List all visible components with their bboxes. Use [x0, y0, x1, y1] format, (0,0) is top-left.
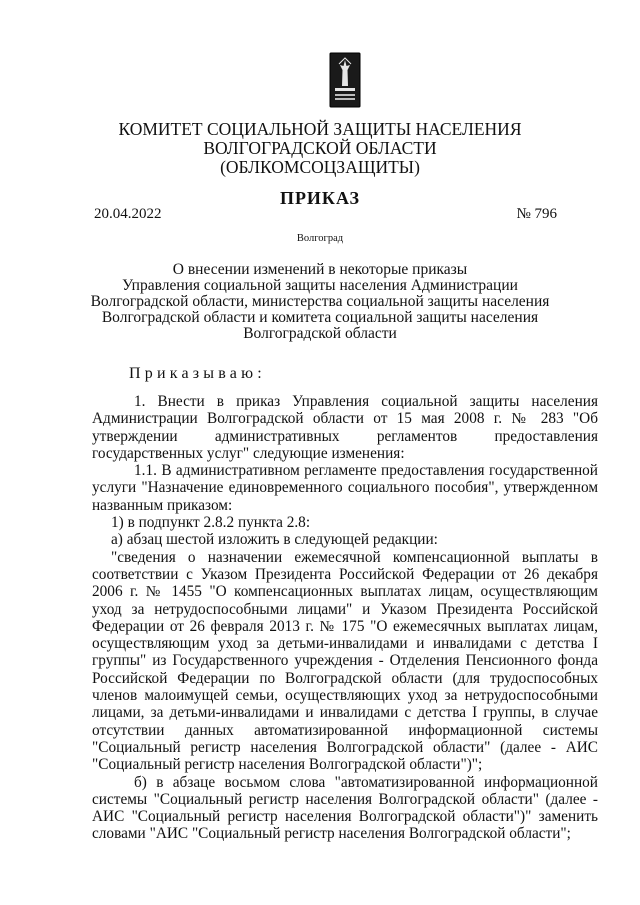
committee-line: КОМИТЕТ СОЦИАЛЬНОЙ ЗАЩИТЫ НАСЕЛЕНИЯ [118, 119, 522, 139]
paragraph: а) абзац шестой изложить в следующей редакции: [111, 531, 438, 549]
document-date: 20.04.2022 [94, 206, 162, 222]
title-line: Волгоградской области [243, 325, 397, 342]
coat-of-arms-emblem [329, 52, 361, 108]
paragraph: 1. Внести в приказ Управления социальной защиты населения Администрации Волгоградской области от 15 мая 2008 г. № 283 "Об утверждении административных регламентов предоставления государственных услуг" следующие изменения: [92, 393, 598, 462]
title-line: О внесении изменений в некоторые приказы [172, 261, 468, 278]
committee-line: ВОЛГОГРАДСКОЙ ОБЛАСТИ [203, 138, 437, 158]
paragraph: "сведения о назначении ежемесячной компенсационной выплаты в соответствии с Указом Президента Российской Федерации от 26 декабря 2006 г. № 1455 "О компенсационных выплатах лицам, осуществляющим уход за нетрудоспособными лицами" и Указом Президента Российской Федерации от 26 февраля 2013 г. № 175 "О ежемесячных выплатах лицам, осуществляющим уход за детьми-инвалидами и инвалидами с детства I группы" из Государственного учреждения - Отделения Пенсионного фонда Российской Федерации по Волгоградской области (для трудоспособных членов малоимущей семьи, осуществляющих уход за нетрудоспособными лицами, за детьми-инвалидами и инвалидами с детства I группы, в случае отсутствии данных автоматизированной информационной системы "Социальный регистр населения Волгоградской области" (далее - АИС "Социальный регистр населения Волгоградской области")"; [92, 548, 598, 774]
committee-name [0, 120, 640, 177]
paragraph: 1) в подпункт 2.8.2 пункта 2.8: [111, 514, 311, 532]
document-body [92, 393, 598, 843]
document-number: № 796 [516, 206, 557, 222]
title-line: Волгоградской области и комитета социальной защиты населения [101, 309, 539, 326]
title-line: Волгоградской области, министерства социальной защиты населения [90, 293, 550, 310]
document-title [0, 262, 640, 342]
order-word: Приказываю: [129, 365, 266, 382]
document-type: ПРИКАЗ [279, 188, 361, 208]
paragraph: 1.1. В административном регламенте предоставления государственной услуги "Назначение единовременного социального пособия", утвержденном названным приказом: [92, 462, 598, 514]
document-city: Волгоград [296, 233, 344, 244]
title-line: Управления социальной защиты населения Администрации [122, 277, 518, 294]
paragraph: б) в абзаце восьмом слова "автоматизированной информационной системы "Социальный регистр населения Волгоградской области" (далее - АИС "Социальный регистр населения Волгоградской области")" заменить словами "АИС "Социальный регистр населения Волгоградской области"; [92, 773, 598, 843]
committee-line: (ОБЛКОМСОЦЗАЩИТЫ) [220, 157, 420, 177]
